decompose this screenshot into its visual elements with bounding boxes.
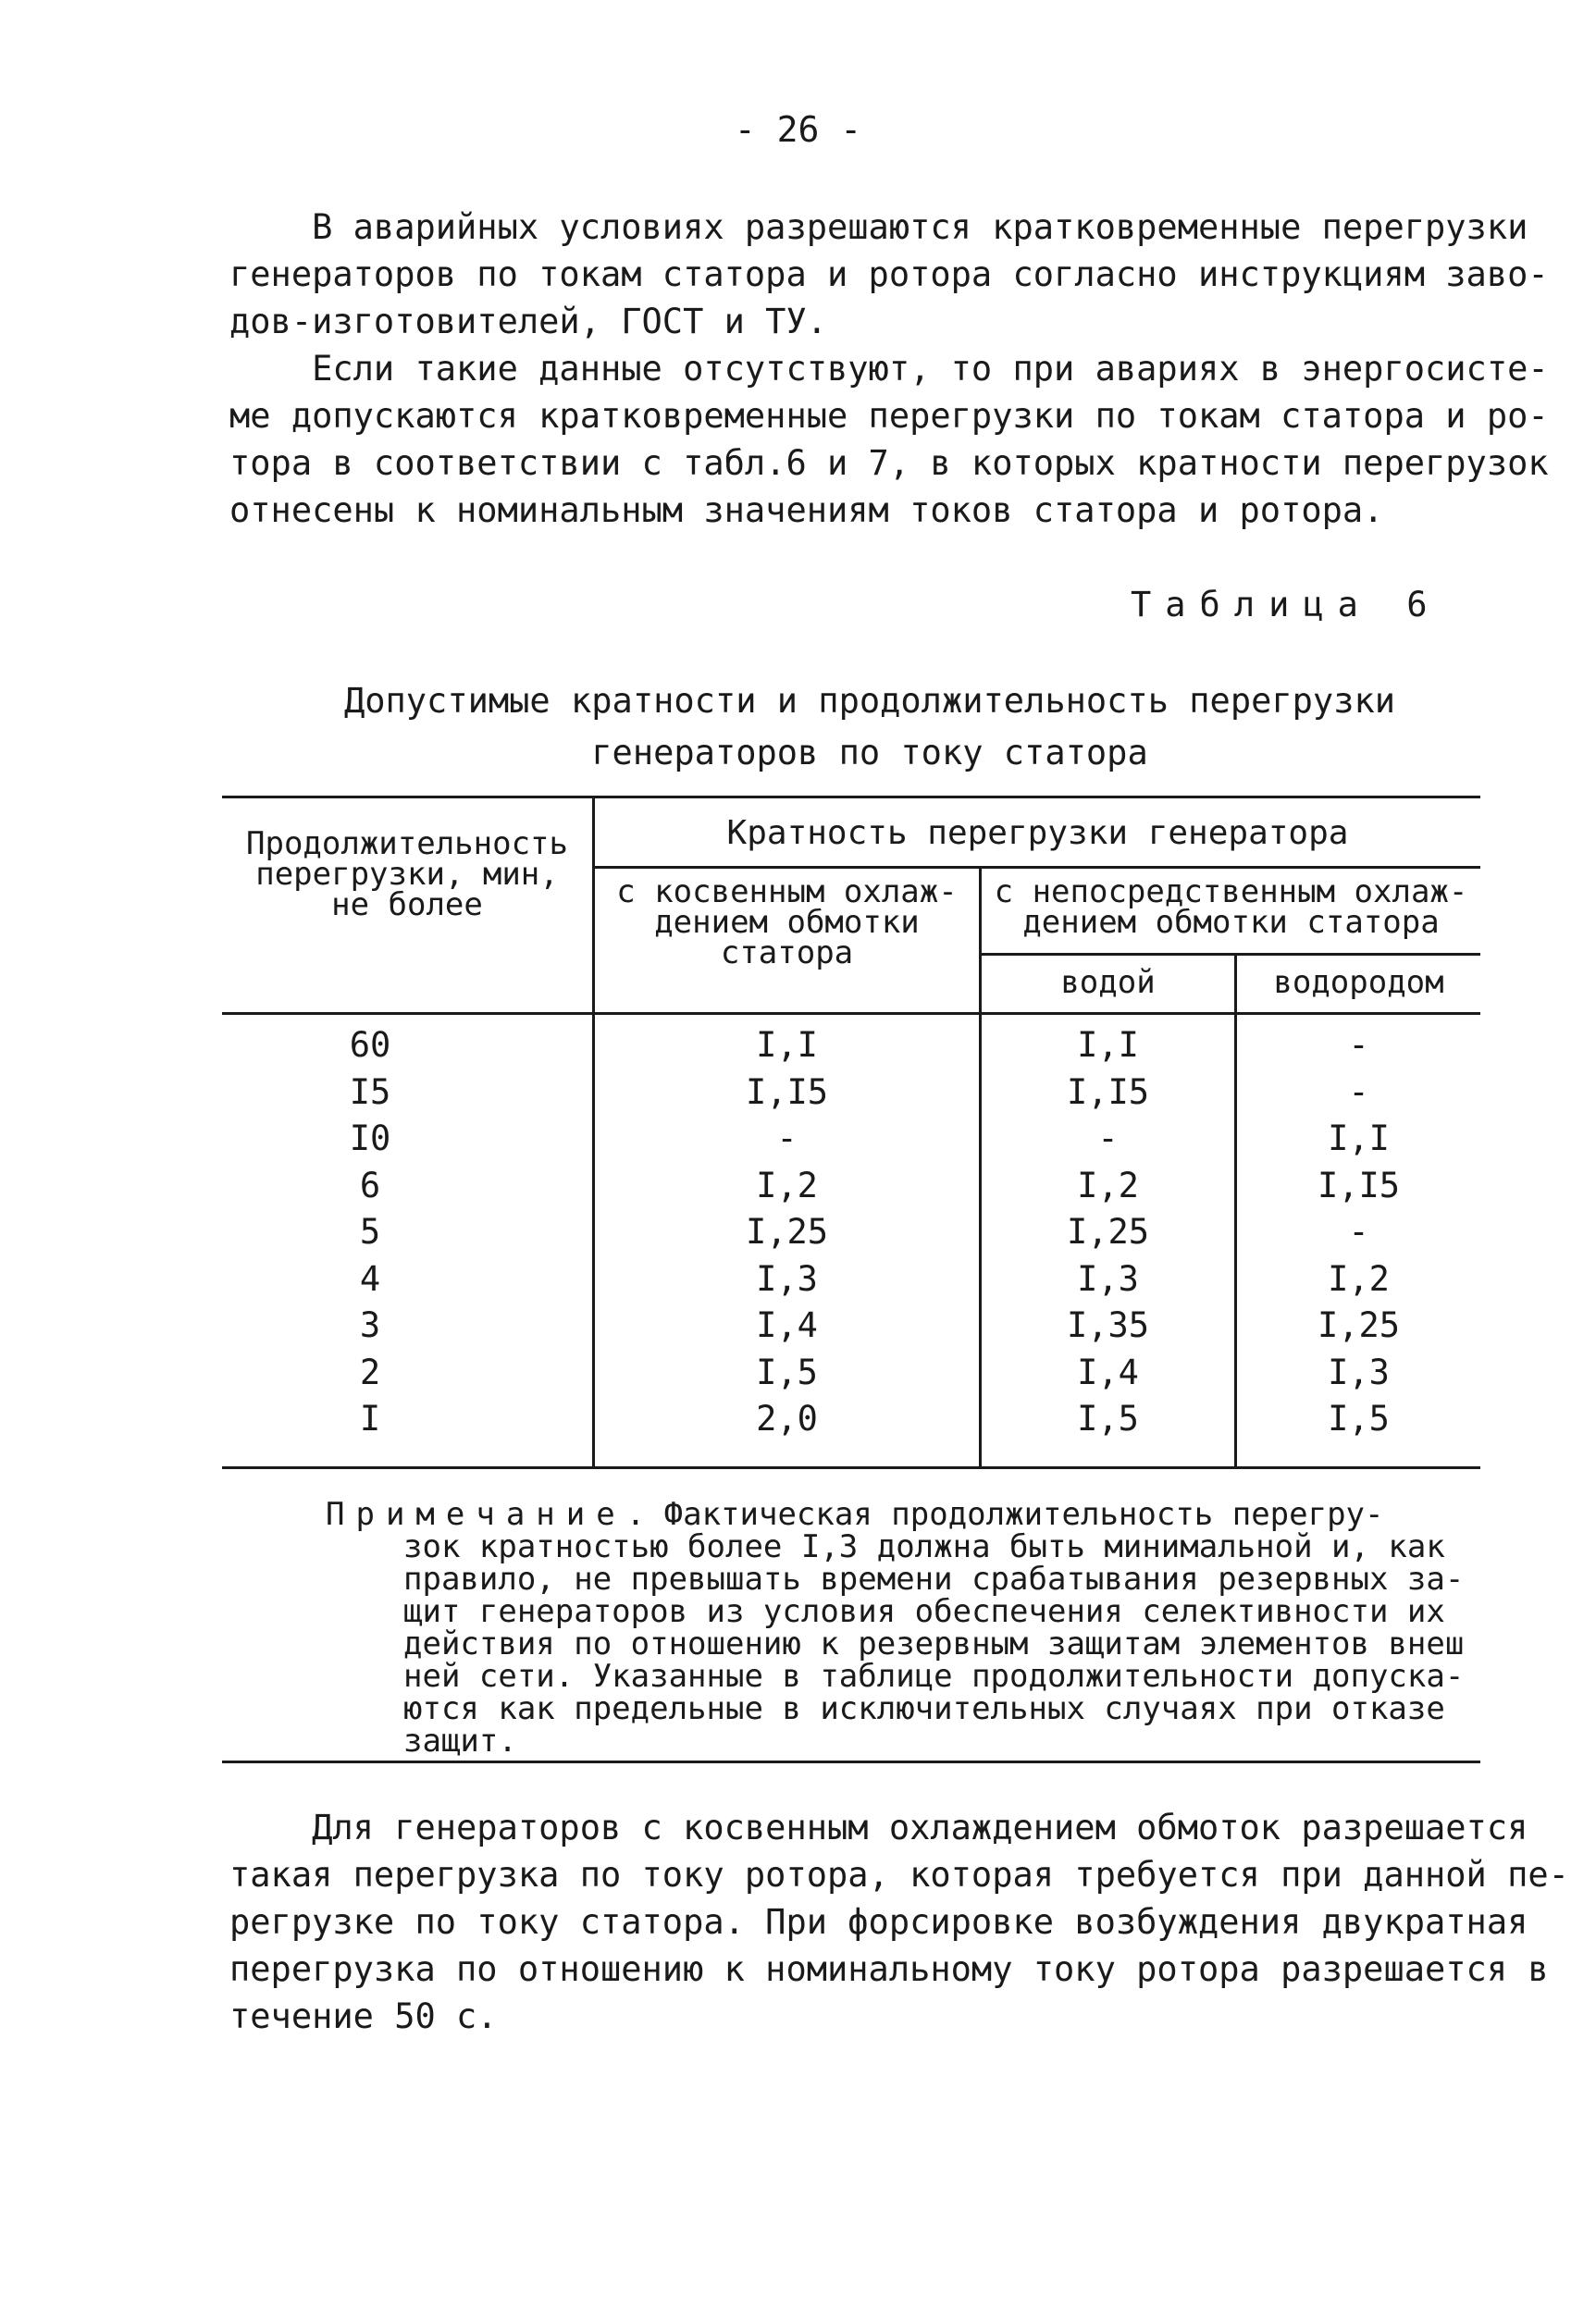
table-cell: - (1348, 1212, 1369, 1252)
column-hydrogen (1237, 1022, 1480, 1443)
note-line: ней сети. Указанные в таблице продолжительности допуска- (403, 1658, 1465, 1695)
header-overload-ratio: Кратность перегрузки генератора (726, 814, 1349, 852)
table-cell: I,I5 (1317, 1165, 1401, 1205)
text-line: генераторов по токам статора и ротора согласно инструкциям заво- (229, 254, 1549, 294)
outro-text (229, 1804, 1569, 2040)
text-line: отнесены к номинальным значениям токов статора и ротора. (229, 490, 1384, 530)
table-cell: I,35 (1066, 1305, 1150, 1345)
text-line: дов-изготовителей, ГОСТ и ТУ. (229, 302, 828, 341)
table-cell: - (1348, 1025, 1369, 1065)
table-cell: I,2 (756, 1165, 818, 1205)
note-first-line (326, 1496, 1464, 1533)
intro-text (229, 204, 1549, 534)
table-cell: I (359, 1399, 381, 1439)
table-note (326, 1496, 1465, 1760)
text-line: перегрузка по отношению к номинальному току ротора разрешается в (229, 1949, 1549, 1989)
table-title-line1: Допустимые кратности и продолжительность перегрузки (343, 681, 1396, 721)
note-line: ются как предельные в исключительных случаях при отказе (403, 1690, 1445, 1727)
note-line: зок кратностью более I,3 должна быть минимальной и, как (403, 1528, 1445, 1565)
text-line: течение 50 с. (229, 1996, 498, 2036)
text-line: ме допускаются кратковременные перегрузки по токам статора и ро- (229, 396, 1549, 436)
table-group-rule (592, 866, 1480, 869)
table-cell: I,3 (756, 1258, 818, 1299)
column-indirect (595, 1022, 979, 1443)
note-bottom-rule (222, 1761, 1480, 1763)
table-subgroup-rule (979, 953, 1480, 956)
table-cell: 2 (359, 1352, 381, 1392)
table-cell: I,5 (756, 1352, 818, 1392)
table-cell: I,25 (1066, 1212, 1150, 1252)
note-line: правило, не превышать времени срабатывания резервных за- (403, 1561, 1465, 1598)
table-cell: I,I5 (1066, 1071, 1150, 1112)
header-duration: Продолжительность перегрузки, мин, не более (246, 825, 568, 923)
text-line: такая перегрузка по току ротора, которая требуется при данной пе- (229, 1855, 1569, 1895)
header-hydrogen: водородом (1273, 964, 1444, 1001)
table-cell: - (1097, 1118, 1119, 1158)
table-cell: I,4 (1077, 1352, 1139, 1392)
text-line: Если такие данные отсутствуют, то при авариях в энергосисте- (229, 349, 1549, 389)
table-cell: I,I (1328, 1118, 1390, 1158)
table-cell: 6 (359, 1165, 381, 1205)
table-cell: 5 (359, 1212, 381, 1252)
table-cell: I,I5 (745, 1071, 829, 1112)
text-line: В аварийных условиях разрешаются кратковременные перегрузки (229, 207, 1528, 247)
table-cell: I,I (756, 1025, 818, 1065)
table-cell: 2,0 (756, 1399, 818, 1439)
header-indirect-cooling: с косвенным охлаж- дением обмотки статора (616, 873, 958, 971)
text-line: тора в соответствии с табл.6 и 7, в которых кратности перегрузок (229, 443, 1549, 483)
table-cell: I,4 (756, 1305, 818, 1345)
table-cell: I,5 (1077, 1399, 1139, 1439)
page-number: - 26 - (734, 109, 862, 150)
table-cell: - (1348, 1071, 1369, 1112)
note-line: щит генераторов из условия обеспечения селективности их (403, 1593, 1445, 1630)
note-label: Примечание (326, 1496, 626, 1533)
note-text: . Фактическая продолжительность перегру- (625, 1496, 1384, 1533)
table-cell: I,2 (1077, 1165, 1139, 1205)
table-cell: I,3 (1077, 1258, 1139, 1299)
table-cell: I,2 (1328, 1258, 1390, 1299)
header-direct-cooling: с непосредственным охлаж- дением обмотки статора (994, 873, 1468, 941)
table-bottom-rule (222, 1466, 1480, 1469)
table-cell: I,3 (1328, 1352, 1390, 1392)
table-top-rule (222, 796, 1480, 798)
table-cell: I,25 (745, 1212, 829, 1252)
table-cell: I5 (349, 1071, 391, 1112)
table-cell: I0 (349, 1118, 391, 1158)
table-caption: Таблица 6 (1131, 585, 1441, 624)
column-duration (315, 1022, 426, 1443)
table-cell: 4 (359, 1258, 381, 1299)
table-cell: I,25 (1317, 1305, 1401, 1345)
table-cell: 60 (349, 1025, 391, 1065)
note-line: защит. (403, 1723, 517, 1760)
header-water: водой (1060, 964, 1156, 1001)
table-title-line2: генераторов по току статора (591, 733, 1148, 772)
table-cell: I,5 (1328, 1399, 1390, 1439)
column-water (982, 1022, 1234, 1443)
table-cell: - (776, 1118, 798, 1158)
table-header-rule (222, 1012, 1480, 1015)
text-line: регрузке по току статора. При форсировке возбуждения двукратная (229, 1902, 1528, 1942)
table-cell: I,I (1077, 1025, 1139, 1065)
table-cell: 3 (359, 1305, 381, 1345)
text-line: Для генераторов с косвенным охлаждением обмоток разрешается (229, 1808, 1528, 1847)
note-body (326, 1528, 1465, 1760)
note-line: действия по отношению к резервным защитам элементов внеш (403, 1625, 1465, 1662)
